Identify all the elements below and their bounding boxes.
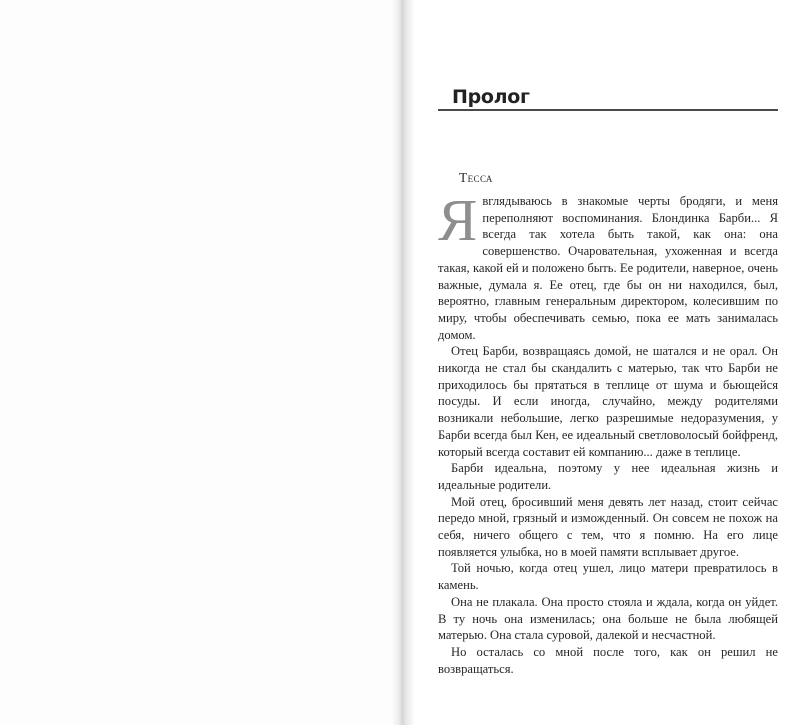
paragraph: Мой отец, бросивший меня девять лет назад, стоит сейчас передо мной, грязный и изможденный. Он совсем не похож на себя, ничего общего с тем, что я помню. На его лице появляется улыбка, но в моей памяти всплывает другое. [438, 494, 778, 559]
drop-cap: Я [438, 187, 478, 253]
book-gutter [392, 0, 414, 725]
paragraph-text: вглядываюсь в знакомые черты бродяги, и меня переполняют воспоминания. Блондинка Барби... Я всегда так хотела быть такой, как она: она совершенство. Очаровательная, ухоженная и всегда такая, какой ей и положено быть. Ее родители, наверное, очень важные, думала я. Ее отец, где бы он ни находился, был, вероятно, главным генеральным директором, колесившим по миру, чтобы обеспечивать семью, пока ее мать занималась домом. [438, 194, 778, 342]
narrator-heading: Тесса [459, 170, 493, 185]
paragraph: Отец Барби, возвращаясь домой, не шатался и не орал. Он никогда не стал бы скандалить с матерью, так что Барби не приходилось бы прятаться в теплице от шума и бьющейся посуды. И если иногда, случайно, между родителями возникали небольшие, легко разрешимые недоразумения, у Барби всегда был Кен, ее идеальный светловолосый бойфренд, который всегда составит ей компанию... даже в теплице. [438, 344, 778, 459]
paragraph [438, 187, 778, 343]
paragraph: Той ночью, когда отец ушел, лицо матери превратилось в камень. [438, 561, 778, 593]
left-page [0, 0, 400, 725]
title-rule [438, 109, 778, 111]
chapter-title: Пролог [452, 86, 530, 108]
paragraph: Она не плакала. Она просто стояла и ждала, когда он уйдет. В ту ночь она изменилась; она больше не была любящей матерью. Она стала суровой, далекой и несчастной. [438, 594, 778, 643]
paragraph: Барби идеальна, поэтому у нее идеальная жизнь и идеальные родители. [438, 461, 778, 492]
paragraph: Но осталась со мной после того, как он решил не возвращаться. [438, 644, 778, 676]
prologue-text [438, 187, 778, 677]
